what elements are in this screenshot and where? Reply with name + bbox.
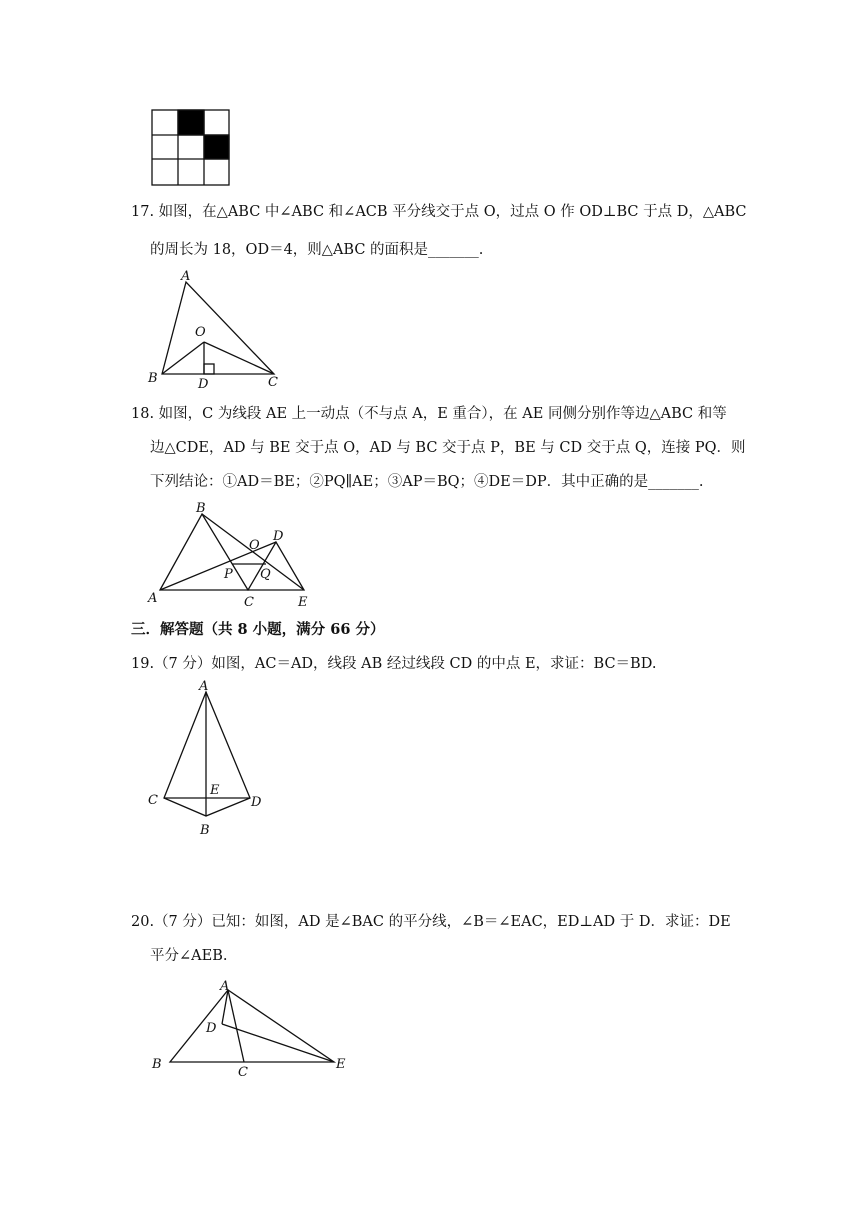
q18-label-c: C xyxy=(244,595,254,610)
q19-label-c: C xyxy=(148,793,158,808)
q18-text-line2: 边△CDE，AD 与 BE 交于点 O，AD 与 BC 交于点 P，BE 与 CD 交于点 Q，连接 PQ．则 xyxy=(150,440,746,456)
q17-label-c: C xyxy=(268,375,278,390)
q19-kite-figure xyxy=(140,676,272,838)
q19-label-d: D xyxy=(251,795,262,810)
q18-label-e: E xyxy=(298,595,308,610)
q20-label-d: D xyxy=(206,1021,217,1036)
q17-label-b: B xyxy=(148,371,158,386)
grid-figure xyxy=(150,108,232,188)
q18-label-d: D xyxy=(273,529,284,544)
q20-text-line1: 20.（7 分）已知：如图，AD 是∠BAC 的平分线，∠B＝∠EAC，ED⊥AD 于 D．求证：DE xyxy=(131,914,731,930)
q19-label-e: E xyxy=(210,783,220,798)
q17-label-o: O xyxy=(195,325,206,340)
q19-text-line1: 19.（7 分）如图，AC＝AD，线段 AB 经过线段 CD 的中点 E，求证：BC＝BD. xyxy=(131,656,657,672)
q20-triangle-figure xyxy=(140,976,360,1080)
q19-label-a: A xyxy=(199,679,209,694)
q20-label-b: B xyxy=(152,1057,162,1072)
q18-label-p: P xyxy=(224,567,233,582)
q20-text-line2: 平分∠AEB. xyxy=(150,948,228,964)
q17-label-d: D xyxy=(198,377,209,390)
q17-triangle-figure xyxy=(140,268,290,390)
q17-text-line2: 的周长为 18，OD＝4，则△ABC 的面积是_______. xyxy=(150,242,484,258)
q18-label-a: A xyxy=(148,591,158,606)
q18-label-q: Q xyxy=(260,567,271,582)
q18-text-line1: 18. 如图，C 为线段 AE 上一动点（不与点 A，E 重合），在 AE 同侧分别作等边△ABC 和等 xyxy=(131,406,727,422)
q18-label-b: B xyxy=(196,501,206,516)
q20-label-c: C xyxy=(238,1065,248,1080)
q18-triangles-figure xyxy=(140,498,320,614)
q19-label-b: B xyxy=(200,823,210,838)
q18-text-line3: 下列结论：①AD＝BE；②PQ∥AE；③AP＝BQ；④DE＝DP．其中正确的是_______. xyxy=(150,474,704,490)
section-3-heading: 三．解答题（共 8 小题，满分 66 分） xyxy=(131,621,385,638)
q18-label-o: O xyxy=(249,538,260,553)
q17-text-line1: 17. 如图，在△ABC 中∠ABC 和∠ACB 平分线交于点 O，过点 O 作 OD⊥BC 于点 D，△ABC xyxy=(131,204,747,220)
q20-label-a: A xyxy=(220,979,230,994)
q20-label-e: E xyxy=(336,1057,346,1072)
q17-label-a: A xyxy=(181,269,191,284)
